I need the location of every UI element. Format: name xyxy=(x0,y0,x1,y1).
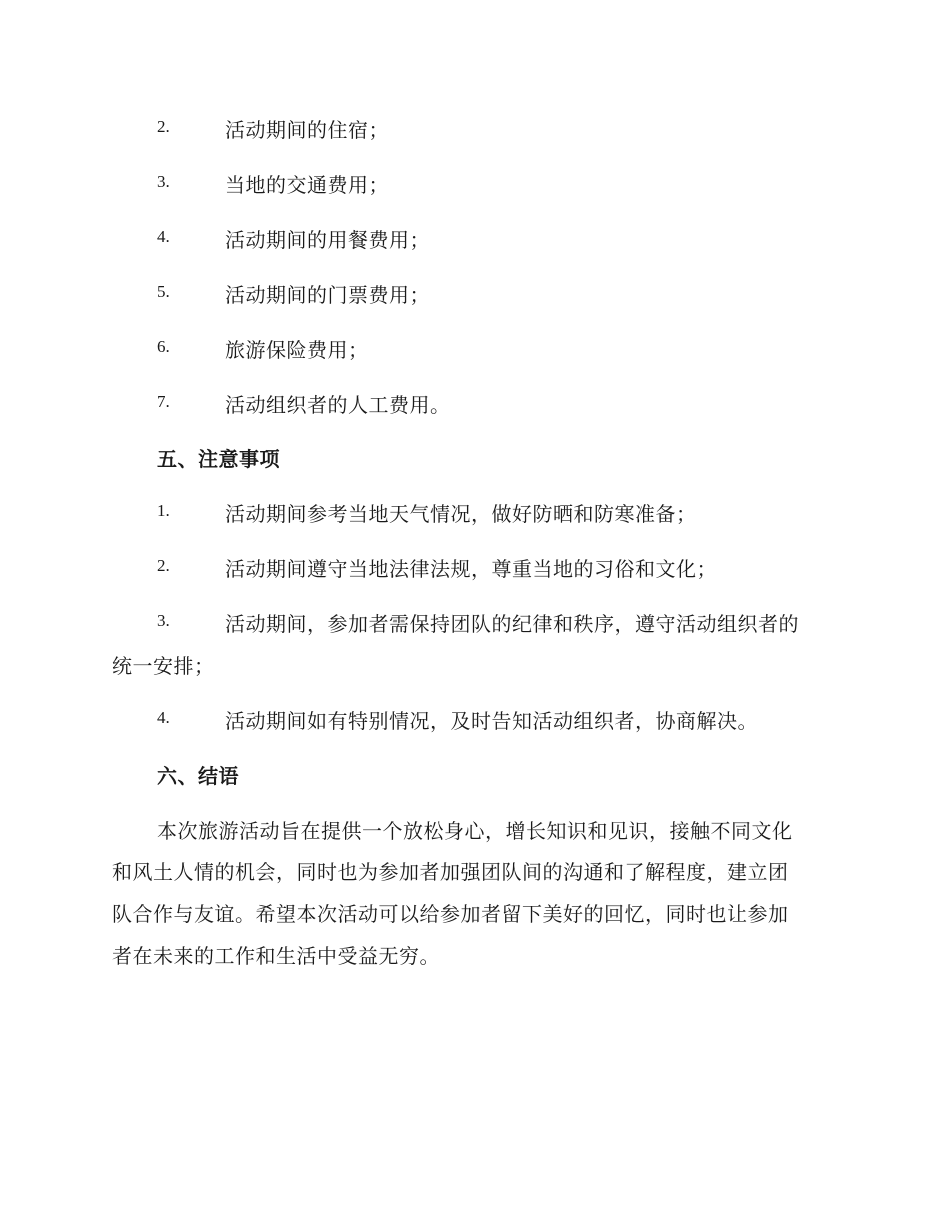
paragraph-line: 者在未来的工作和生活中受益无穷。 xyxy=(112,944,440,968)
list-item-number: 2. xyxy=(157,117,170,136)
list-item-text: 活动期间的门票费用； xyxy=(225,283,430,307)
list-item-text: 活动期间遵守当地法律法规，尊重当地的习俗和文化； xyxy=(225,557,717,581)
section-heading: 六、结语 xyxy=(157,764,239,788)
list-item-continuation: 统一安排； xyxy=(112,654,215,678)
paragraph-line: 队合作与友谊。希望本次活动可以给参加者留下美好的回忆，同时也让参加 xyxy=(112,902,789,926)
list-item-number: 4. xyxy=(157,227,170,246)
list-item-text: 活动期间的用餐费用； xyxy=(225,228,430,252)
list-item-text: 活动期间参考当地天气情况，做好防晒和防寒准备； xyxy=(225,502,697,526)
list-item-number: 7. xyxy=(157,392,170,411)
list-item-text: 当地的交通费用； xyxy=(225,173,389,197)
paragraph-line: 本次旅游活动旨在提供一个放松身心，增长知识和见识，接触不同文化 xyxy=(157,819,793,843)
list-item-text: 活动期间如有特别情况，及时告知活动组织者，协商解决。 xyxy=(225,709,758,733)
list-item-text: 活动期间，参加者需保持团队的纪律和秩序，遵守活动组织者的 xyxy=(225,612,799,636)
list-item-number: 5. xyxy=(157,282,170,301)
list-item-number: 6. xyxy=(157,337,170,356)
section-heading: 五、注意事项 xyxy=(157,447,280,471)
list-item-number: 4. xyxy=(157,708,170,727)
list-item-number: 3. xyxy=(157,611,170,630)
list-item-text: 活动期间的住宿； xyxy=(225,118,389,142)
list-item-text: 活动组织者的人工费用。 xyxy=(225,393,451,417)
list-item-number: 3. xyxy=(157,172,170,191)
list-item-number: 1. xyxy=(157,501,170,520)
list-item-text: 旅游保险费用； xyxy=(225,338,369,362)
list-item-number: 2. xyxy=(157,556,170,575)
paragraph-line: 和风土人情的机会，同时也为参加者加强团队间的沟通和了解程度，建立团 xyxy=(112,860,789,884)
